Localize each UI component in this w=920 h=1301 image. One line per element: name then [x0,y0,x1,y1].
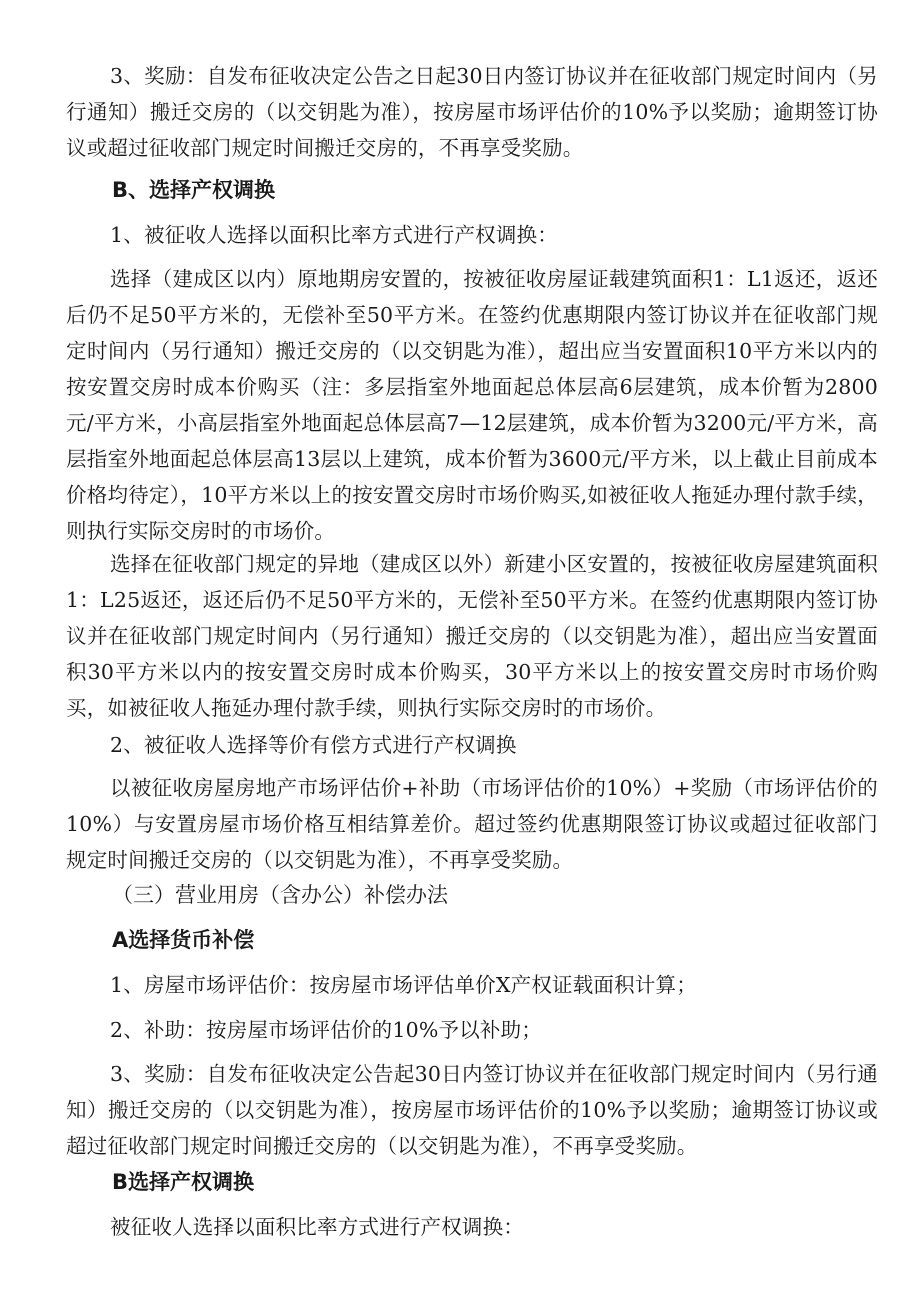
paragraph-area-ratio-business: 被征收人选择以面积比率方式进行产权调换： [110,1215,524,1239]
heading-business-housing: （三）营业用房（含办公）补偿办法 [112,883,448,907]
paragraph-subsidy: 2、补助：按房屋市场评估价的10%予以补助； [110,1018,543,1042]
paragraph-reward-business: 3、奖励：自发布征收决定公告起30日内签订协议并在征收部门规定时间内（另行通知）搬迁交房的（以交钥匙为准），按房屋市场评估价的10%予以奖励；逾期签订协议或超过征收部门规定时间搬迁交房的（以交钥匙为准），不再享受奖励。 [66,1062,878,1158]
heading-b-property-exchange: B、选择产权调换 [112,178,276,202]
heading-a-monetary-compensation: A选择货币补偿 [112,928,255,952]
paragraph-area-ratio-intro: 1、被征收人选择以面积比率方式进行产权调换： [110,223,558,247]
paragraph-onsite-resettlement: 选择（建成区以内）原地期房安置的，按被征收房屋证载建筑面积1：L1返还，返还后仍不足50平方米的，无偿补至50平方米。在签约优惠期限内签订协议并在征收部门规定时间内（另行通知）搬迁交房的（以交钥匙为准），超出应当安置面积10平方米以内的按安置交房时成本价购买（注：多层指室外地面起总体层高6层建筑，成本价暂为2800元/平方米，小高层指室外地面起总体层高7—12层建筑，成本价暂为3200元/平方米，高层指室外地面起总体层高13层以上建筑，成本价暂为3600元/平方米，以上截止目前成本价格均待定），10平方米以上的按安置交房时市场价购买,如被征收人拖延办理付款手续，则执行实际交房时的市场价。 [66,267,878,543]
paragraph-market-valuation: 1、房屋市场评估价：按房屋市场评估单价X产权证载面积计算； [110,973,697,997]
heading-b-property-exchange-business: B选择产权调换 [112,1170,255,1194]
paragraph-reward-residential: 3、奖励：自发布征收决定公告之日起30日内签订协议并在征收部门规定时间内（另行通知）搬迁交房的（以交钥匙为准），按房屋市场评估价的10%予以奖励；逾期签订协议或超过征收部门规定时间搬迁交房的，不再享受奖励。 [66,64,878,160]
paragraph-offsite-resettlement: 选择在征收部门规定的异地（建成区以外）新建小区安置的，按被征收房屋建筑面积1：L25返还，返还后仍不足50平方米的，无偿补至50平方米。在签约优惠期限内签订协议并在征收部门规定时间内（另行通知）搬迁交房的（以交钥匙为准），超出应当安置面积30平方米以内的按安置交房时成本价购买，30平方米以上的按安置交房时市场价购买，如被征收人拖延办理付款手续，则执行实际交房时的市场价。 [66,552,878,720]
paragraph-equivalent-exchange-detail: 以被征收房屋房地产市场评估价+补助（市场评估价的10%）+奖励（市场评估价的10%）与安置房屋市场价格互相结算差价。超过签约优惠期限签订协议或超过征收部门规定时间搬迁交房的（以交钥匙为准），不再享受奖励。 [66,776,878,872]
paragraph-equivalent-exchange-intro: 2、被征收人选择等价有偿方式进行产权调换 [110,733,517,757]
